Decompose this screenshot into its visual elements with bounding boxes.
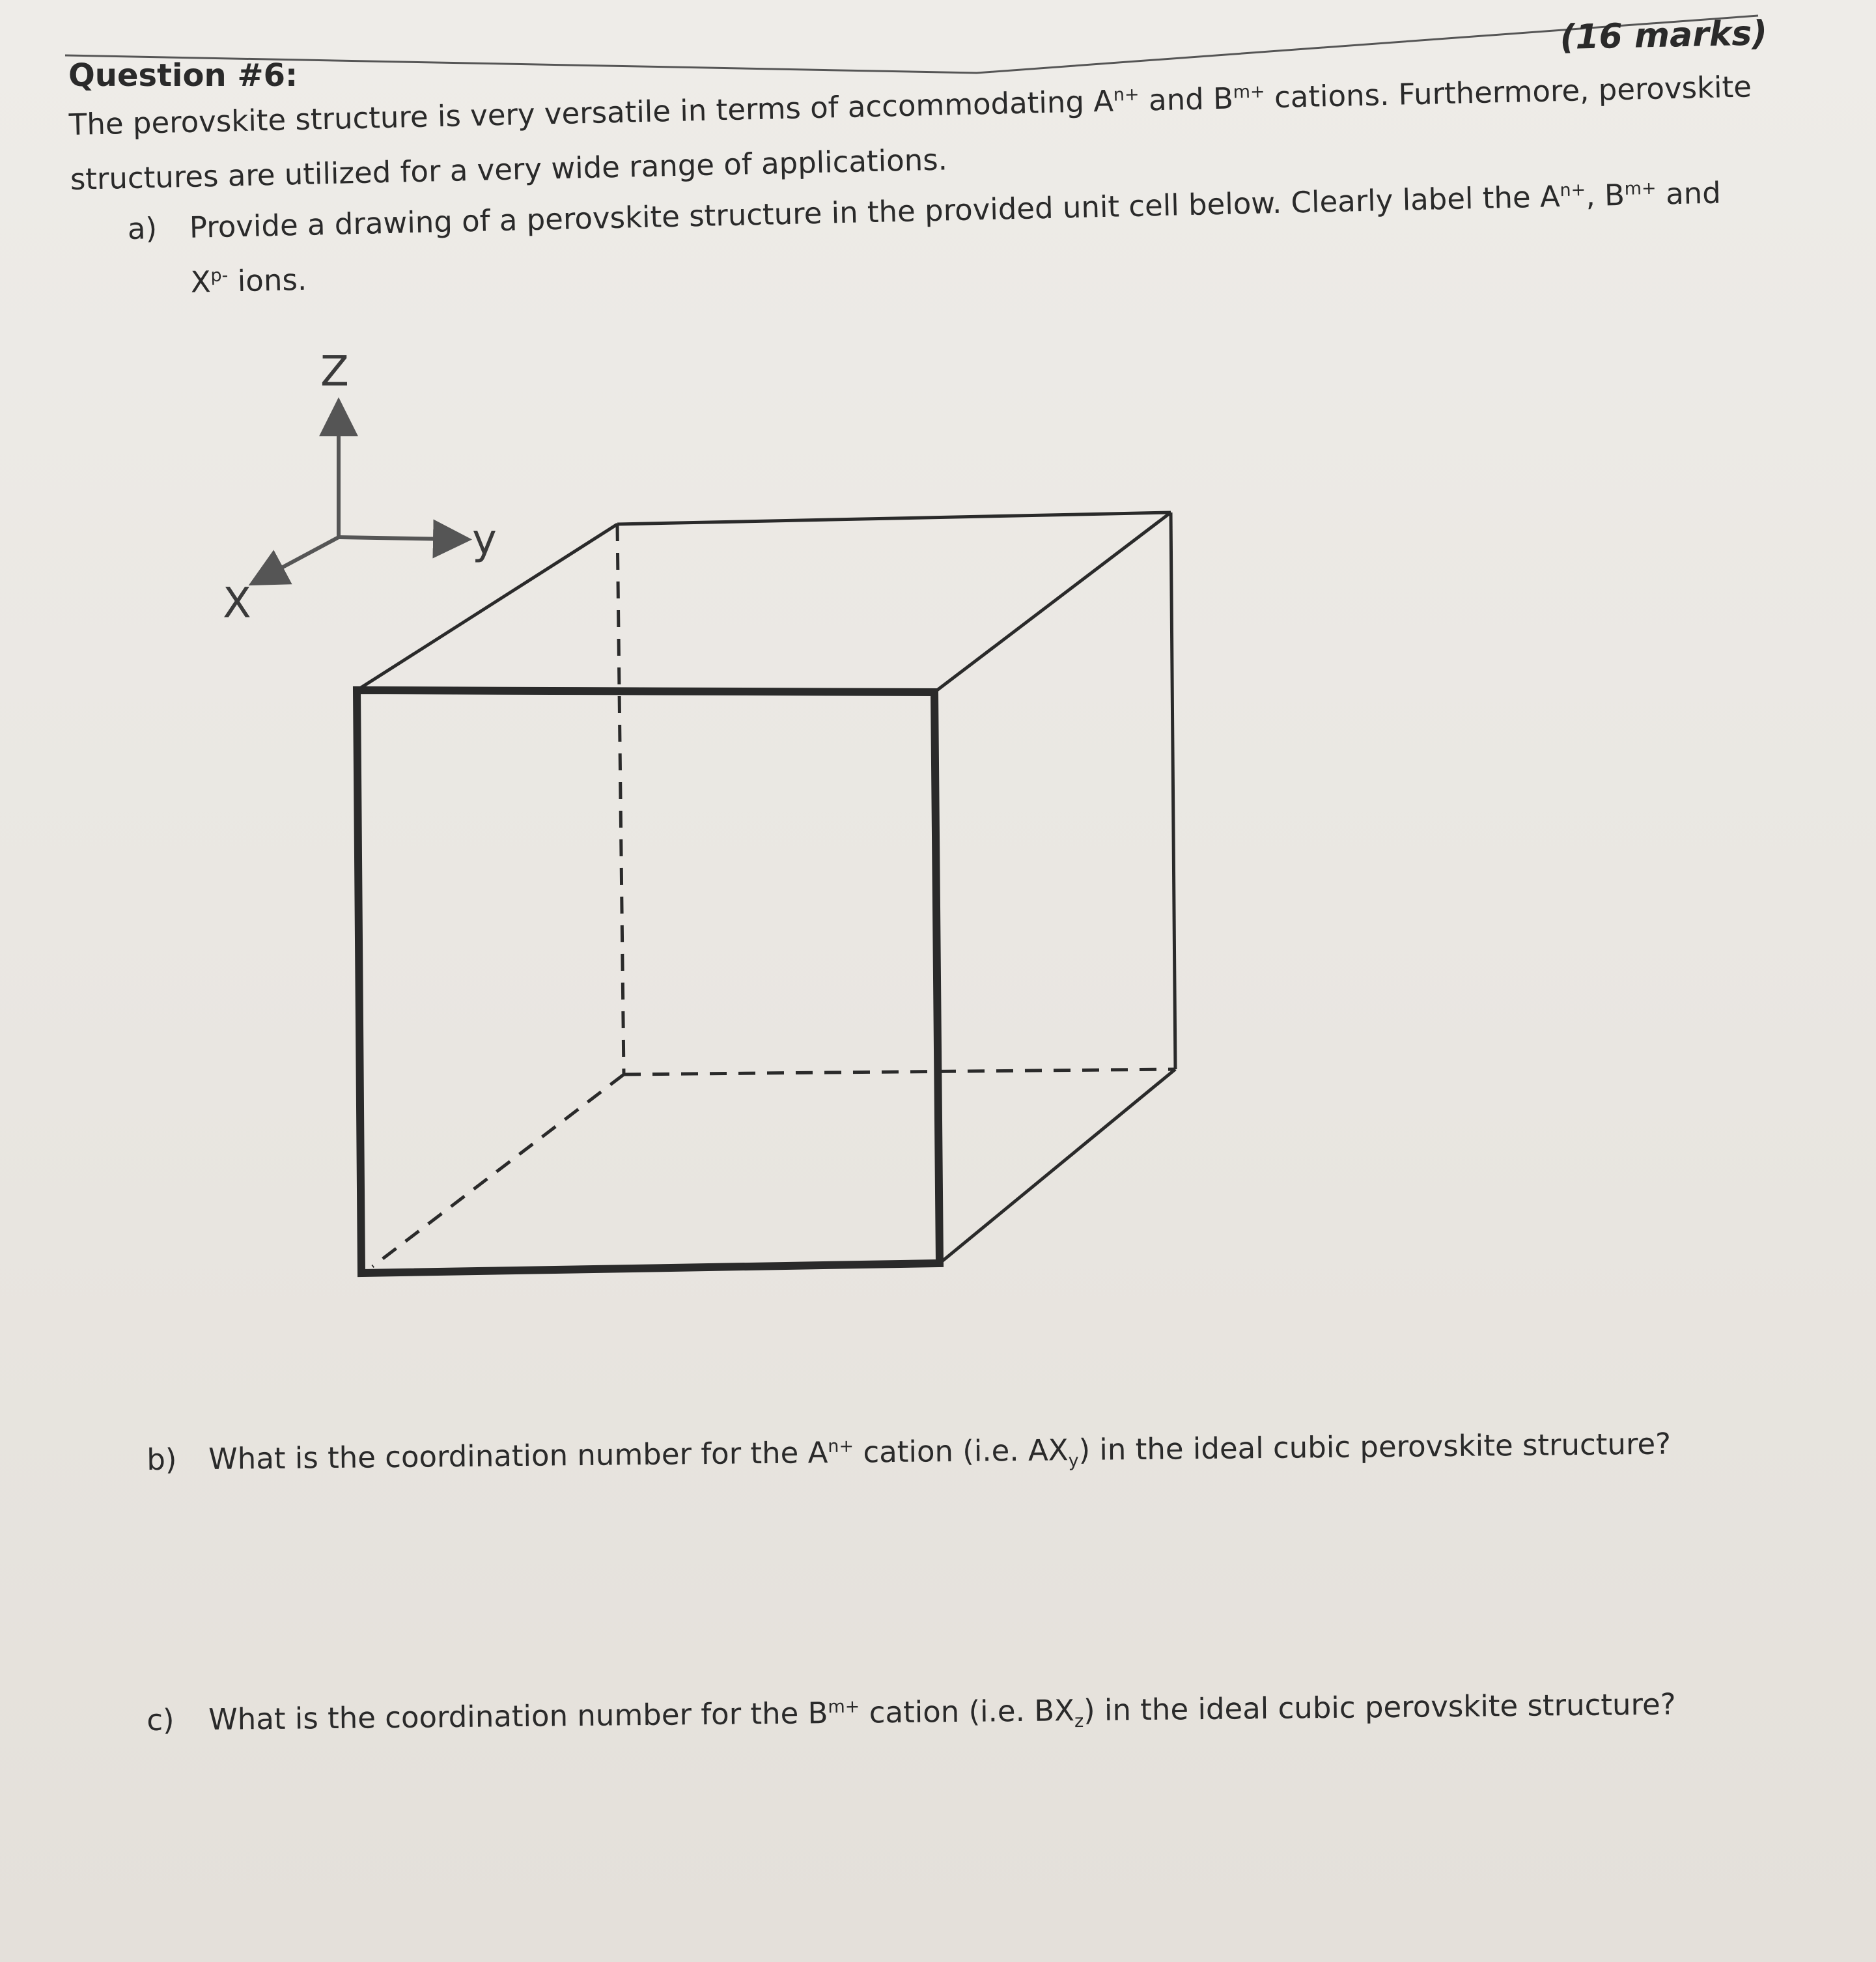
part-a-line-2: $X^{p-}$ ions. — [190, 262, 307, 300]
y-axis-arrow — [339, 537, 453, 539]
cube-hidden-edges — [372, 524, 1175, 1267]
z-axis-label: Z — [320, 348, 349, 396]
x-axis-label: X — [223, 580, 251, 628]
part-b-question: b) What is the coordination number for the $A^{n+}$ cation (i.e. $AX_y$) in the ideal cubic perovskite structure? — [147, 1426, 1672, 1477]
intro-line-1: The perovskite structure is very versatile in terms of accommodating $A^{n+}$ and $B^{m+}$ cations. Furthermore, perovskite — [68, 69, 1752, 142]
part-a-letter: a) — [127, 210, 158, 246]
part-c-letter: c) — [147, 1702, 175, 1737]
intro-line-2: structures are utilized for a very wide range of applications. — [70, 142, 948, 197]
cube-back-edges — [357, 512, 1175, 1263]
part-a-line-1: a) Provide a drawing of a perovskite structure in the provided unit cell below. Clearly label the $A^{n+}$, $B^{m+}$ and — [127, 165, 1756, 257]
cube-front-face — [357, 690, 940, 1273]
y-axis-label: y — [472, 516, 497, 564]
marks-label: (16 marks) — [1560, 14, 1768, 57]
axes-indicator — [223, 348, 497, 628]
part-c-question: c) What is the coordination number for the $B^{m+}$ cation (i.e. $BX_z$) in the ideal cubic perovskite structure? — [147, 1687, 1676, 1737]
x-axis-arrow — [266, 537, 339, 576]
question-title: Question #6: — [68, 57, 298, 94]
part-b-letter: b) — [147, 1442, 177, 1477]
